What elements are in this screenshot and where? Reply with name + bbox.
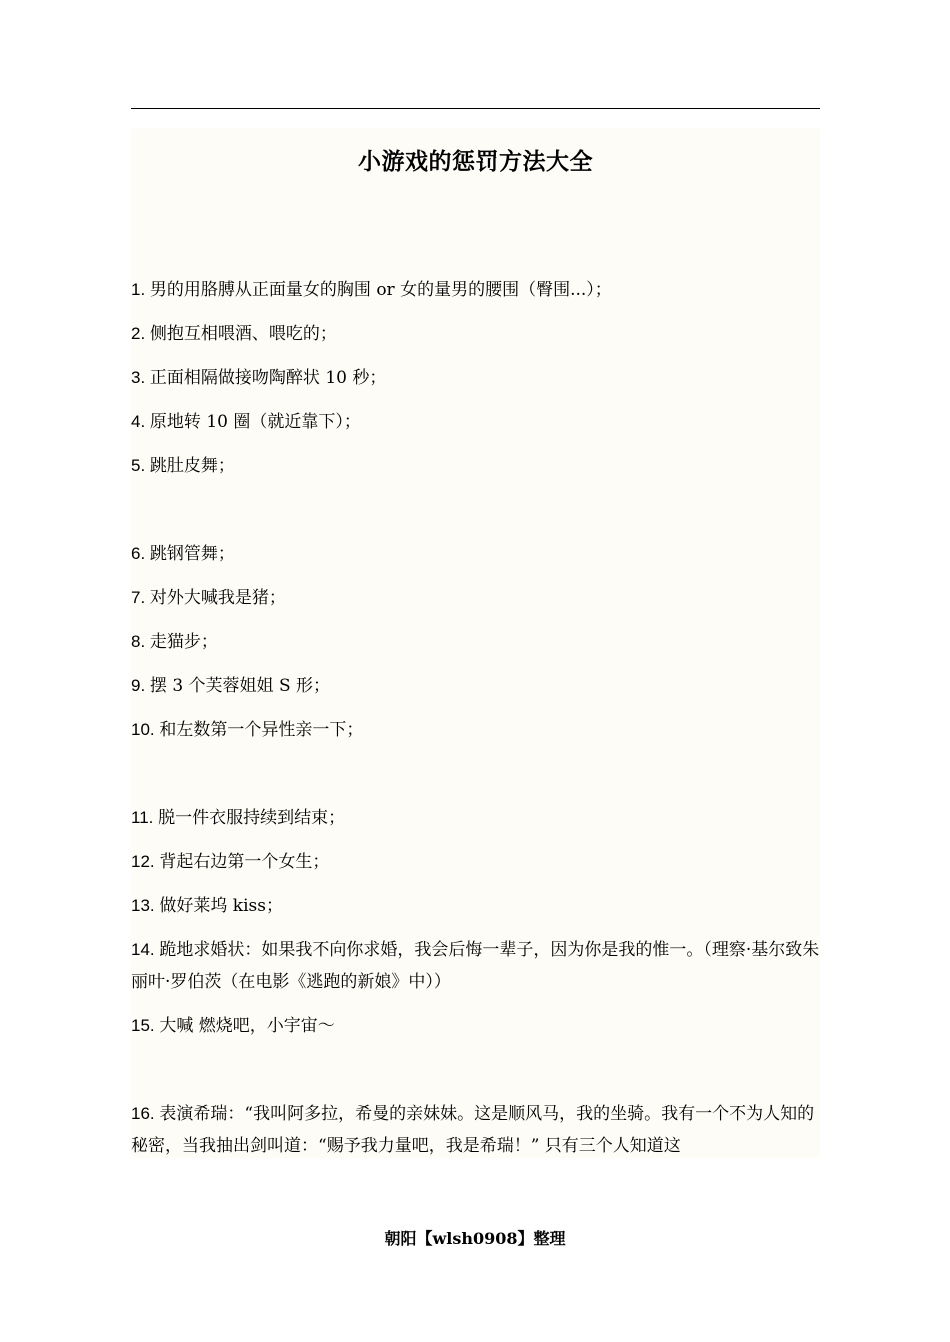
item-text: 做好莱坞 kiss； [159,896,283,916]
list-item [131,362,820,394]
list-item [131,890,820,922]
list-item [131,582,820,614]
item-text: 摆 3 个芙蓉姐姐 S 形； [149,676,330,696]
item-number: 15. [131,1016,155,1035]
header-rule [131,108,820,109]
item-number: 14. [131,940,155,959]
item-text: 走猫步； [149,632,218,652]
item-number: 10. [131,720,155,739]
item-text: 背起右边第一个女生； [159,852,330,872]
item-number: 5. [131,456,146,475]
list-item [131,1010,820,1042]
list-item [131,626,820,658]
item-number: 11. [131,808,154,827]
item-number: 3. [131,368,146,387]
list-item [131,934,820,998]
item-number: 9. [131,676,146,695]
item-number: 1. [131,280,146,299]
item-number: 12. [131,852,155,871]
item-text: 大喊 燃烧吧，小宇宙～ [159,1016,335,1036]
list-item [131,670,820,702]
list-item [131,274,820,306]
list-item [131,450,820,482]
page-title: 小游戏的惩罚方法大全 [358,148,593,175]
item-number: 13. [131,896,155,915]
list-item [131,714,820,746]
item-text: 跳肚皮舞； [149,456,235,476]
item-text: 跳钢管舞； [149,544,235,564]
item-text: 跪地求婚状：如果我不向你求婚，我会后悔一辈子，因为你是我的惟一。（理察·基尔致朱丽叶·罗伯茨（在电影《逃跑的新娘》中）） [131,940,820,992]
item-text: 脱一件衣服持续到结束； [158,808,346,828]
list-item [131,538,820,570]
list-item [131,406,820,438]
list-item [131,318,820,350]
item-number: 7. [131,588,146,607]
item-number: 8. [131,632,146,651]
item-text: 和左数第一个异性亲一下； [159,720,364,740]
item-text: 侧抱互相喂酒、喂吃的； [149,324,337,344]
footer-credit: 朝阳【wlsh0908】整理 [384,1229,566,1248]
list-item [131,846,820,878]
item-text: 正面相隔做接吻陶醉状 10 秒； [149,368,387,388]
list-item [131,1098,820,1162]
list-item [131,802,820,834]
item-number: 6. [131,544,146,563]
item-text: 原地转 10 圈（就近靠下）； [149,412,361,432]
item-text: 对外大喊我是猪； [149,588,286,608]
item-number: 16. [131,1104,155,1123]
item-text: 表演希瑞：“我叫阿多拉，希曼的亲妹妹。这是顺风马，我的坐骑。我有一个不为人知的秘密，当我抽出剑叫道：“赐予我力量吧，我是希瑞！” 只有三个人知道这 [131,1104,815,1156]
item-number: 2. [131,324,146,343]
item-number: 4. [131,412,146,431]
item-text: 男的用胳膊从正面量女的胸围 or 女的量男的腰围（臀围...）； [149,280,612,300]
